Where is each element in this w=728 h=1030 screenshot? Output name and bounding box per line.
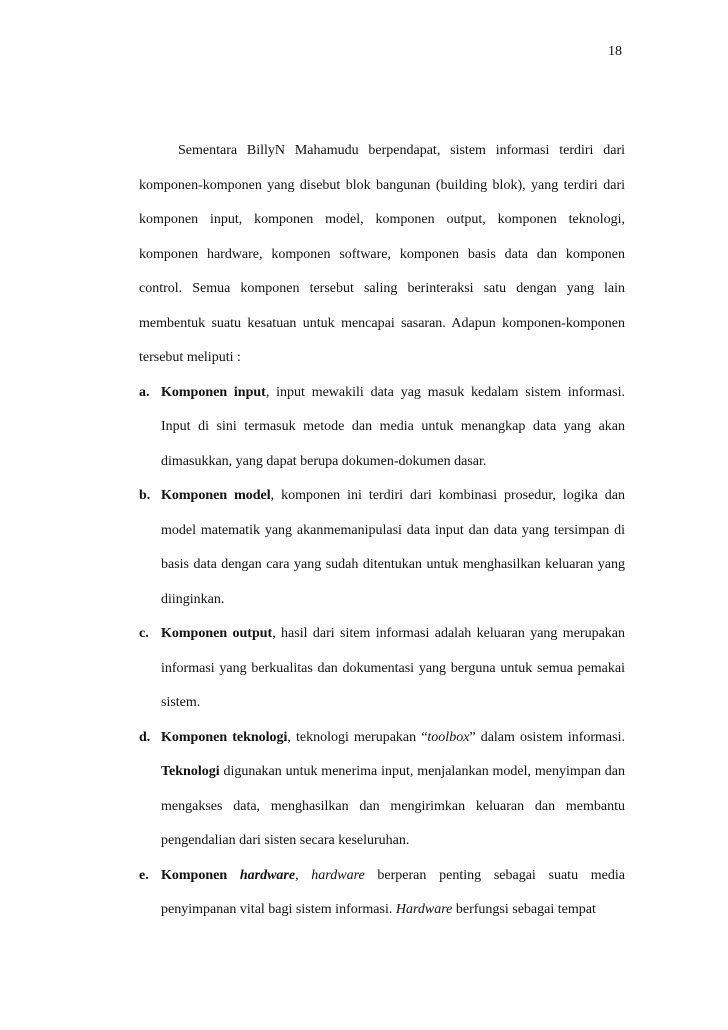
list-item-output xyxy=(139,617,625,721)
term-model: Komponen model xyxy=(161,488,271,503)
item-text: , hasil dari sitem informasi adalah keluaran yang merupakan informasi yang berkualitas dan dokumentasi yang berguna untuk semua pemakai sistem. xyxy=(161,626,625,710)
item-text: , input mewakili data yag masuk kedalam sistem informasi. Input di sini termasuk metode dan media untuk menangkap data yang akan dimasukkan, yang dapat berupa dokumen-dokumen dasar. xyxy=(161,384,625,469)
list-item-hardware xyxy=(139,859,625,928)
italic-term: hardware xyxy=(311,867,365,883)
list-item-input xyxy=(139,376,625,480)
list-item-teknologi xyxy=(139,721,625,859)
item-text: , komponen ini terdiri dari kombinasi prosedur, logika dan model matematik yang akanmemanipulasi data input dan data yang tersimpan di basis data dengan cara yang sudah ditentukan untuk menghasilkan keluaran yang diinginkan. xyxy=(161,488,625,607)
list-marker: c. xyxy=(139,626,149,641)
item-text: digunakan untuk menerima input, menjalankan model, menyimpan dan mengakses data, menghasilkan dan mengirimkan keluaran dan membantu pengendalian dari sisten secara keseluruhan. xyxy=(161,764,625,848)
term-output: Komponen output xyxy=(161,626,273,641)
page-number: 18 xyxy=(608,44,622,59)
item-text: ” dalam osistem informasi. xyxy=(469,729,625,745)
italic-term: toolbox xyxy=(427,729,470,745)
item-text: berperan penting sebagai suatu media penyimpanan vital bagi sistem informasi. xyxy=(161,867,625,917)
list-marker: d. xyxy=(139,729,151,745)
italic-term: Hardware xyxy=(395,902,453,917)
component-list xyxy=(139,376,625,928)
term-hardware: Komponen xyxy=(161,867,240,883)
list-marker: a. xyxy=(139,384,150,400)
item-text: , xyxy=(295,867,312,883)
term-teknologi-inline: Teknologi xyxy=(161,764,220,779)
list-item-model xyxy=(139,479,625,617)
item-text: , teknologi merupakan “ xyxy=(287,729,428,745)
list-marker: b. xyxy=(139,488,151,503)
term-teknologi: Komponen teknologi xyxy=(161,729,288,745)
intro-paragraph: Sementara BillyN Mahamudu berpendapat, sistem informasi terdiri dari komponen-komponen yang disebut blok bangunan (building blok), yang terdiri dari komponen input, komponen model, komponen output, komponen teknologi, komponen hardware, komponen software, komponen basis data dan komponen control. Semua komponen tersebut saling berinteraksi satu dengan yang lain membentuk suatu kesatuan untuk mencapai sasaran. Adapun komponen-komponen tersebut meliputi : xyxy=(139,143,625,365)
list-marker: e. xyxy=(139,867,149,883)
document-body xyxy=(139,134,625,928)
term-hardware-italic: hardware xyxy=(239,867,296,883)
item-text: berfungsi sebagai tempat xyxy=(452,902,596,917)
term-input: Komponen input xyxy=(161,384,266,400)
